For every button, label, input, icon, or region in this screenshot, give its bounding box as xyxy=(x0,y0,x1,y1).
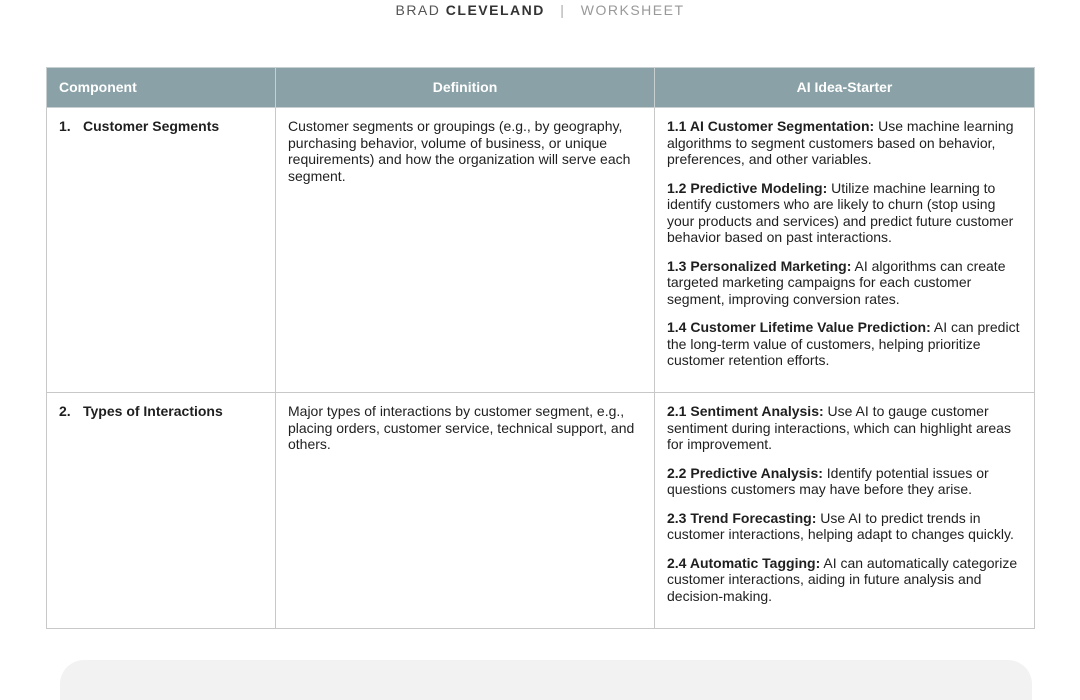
header-subtitle: WORKSHEET xyxy=(580,2,685,18)
idea-text: Identify potential issues or questions customers may have before they arise. xyxy=(667,464,989,497)
idea-text: Utilize machine learning to identify customers who are likely to churn (stop using your products and services) and predict future customer behavior based on past interactions. xyxy=(667,179,1014,245)
idea-item xyxy=(667,403,1022,453)
header-last-name: CLEVELAND xyxy=(445,2,545,18)
idea-title: 1.2 Predictive Modeling: xyxy=(667,179,828,196)
table-row xyxy=(47,393,1035,629)
idea-item xyxy=(667,258,1022,308)
idea-cell xyxy=(655,393,1035,629)
idea-title: 1.4 Customer Lifetime Value Prediction: xyxy=(667,319,931,335)
idea-title: 1.3 Personalized Marketing: xyxy=(667,257,852,274)
idea-title: 2.3 Trend Forecasting: xyxy=(667,509,817,526)
idea-item xyxy=(667,555,1022,605)
idea-text: AI can automatically categorize customer interactions, aiding in future analysis and decision-making. xyxy=(667,554,1018,604)
idea-item xyxy=(667,319,1022,369)
header-separator: | xyxy=(560,2,566,18)
component-name: Customer Segments xyxy=(83,118,220,134)
idea-text: Use AI to predict trends in customer interactions, helping adapt to changes quickly. xyxy=(667,509,1014,542)
component-name: Types of Interactions xyxy=(83,403,223,419)
definition-cell: Customer segments or groupings (e.g., by geography, purchasing behavior, volume of business, or unique requirements) and how the organization will serve each segment. xyxy=(276,108,655,393)
component-label xyxy=(59,118,263,135)
component-label xyxy=(59,403,263,420)
component-number: 1. xyxy=(59,118,71,134)
table-row xyxy=(47,108,1035,393)
idea-title: 1.1 AI Customer Segmentation: xyxy=(667,118,875,134)
component-cell xyxy=(47,108,276,393)
component-number: 2. xyxy=(59,403,71,419)
idea-item xyxy=(667,510,1022,543)
idea-text: Use machine learning algorithms to segment customers based on behavior, preferences, and other variables. xyxy=(667,118,1014,167)
idea-item xyxy=(667,118,1022,168)
idea-text: Use AI to gauge customer sentiment during interactions, which can highlight areas for improvement. xyxy=(667,403,1011,452)
column-header-ai-idea-starter: AI Idea-Starter xyxy=(655,68,1035,108)
idea-text: AI algorithms can create targeted marketing campaigns for each customer segment, improving conversion rates. xyxy=(667,257,1006,307)
idea-title: 2.4 Automatic Tagging: xyxy=(667,554,821,571)
next-section-panel xyxy=(60,660,1032,700)
worksheet-table xyxy=(46,67,1035,629)
idea-item xyxy=(667,180,1022,246)
page-header xyxy=(0,2,1080,18)
definition-cell: Major types of interactions by customer segment, e.g., placing orders, customer service, technical support, and others. xyxy=(276,393,655,629)
idea-text: AI can predict the long-term value of customers, helping prioritize customer retention efforts. xyxy=(667,319,1020,368)
idea-item xyxy=(667,465,1022,498)
column-header-component: Component xyxy=(47,68,276,108)
component-cell xyxy=(47,393,276,629)
table-header-row xyxy=(47,68,1035,108)
idea-title: 2.1 Sentiment Analysis: xyxy=(667,403,824,419)
idea-cell xyxy=(655,108,1035,393)
column-header-definition: Definition xyxy=(276,68,655,108)
header-first-name: BRAD xyxy=(395,2,441,18)
idea-title: 2.2 Predictive Analysis: xyxy=(667,464,823,481)
